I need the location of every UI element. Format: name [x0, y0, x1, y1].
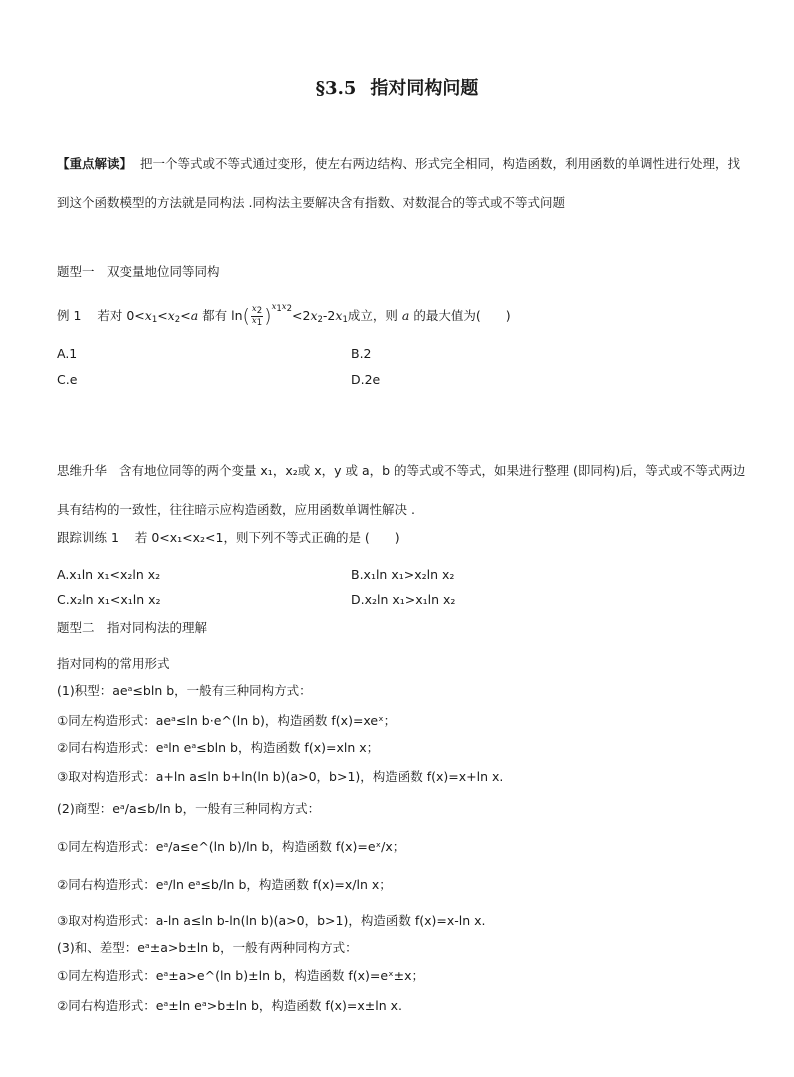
example1-stem-post: 成立，则: [347, 308, 398, 323]
example1-stem: 例 1 若对 $0<x_1<x_2<a$ 都有 ln( $\frac{x_2}{x_1}$ )$^{x_1x_2}<2x_2-2x_1$成立，则 a 的最大值为( ): [57, 302, 511, 328]
forms-line-8: ③取对构造形式：a-ln a≤ln b-ln(ln b)(a>0，b>1)，构造函数 f(x)=x-ln x.: [57, 913, 486, 928]
section-number: §3.5: [315, 78, 357, 99]
type2-heading: 题型二 指对同构法的理解: [57, 620, 208, 635]
training1-option-d: D.x₂ln x₁>x₁ln x₂: [351, 592, 456, 607]
thinking-label: 思维升华: [57, 463, 108, 478]
forms-line-4: ③取对构造形式：a+ln a≤ln b+ln(ln b)(a>0，b>1)，构造函数 f(x)=x+ln x.: [57, 769, 504, 784]
training1-option-a: A.x₁ln x₁<x₂ln x₂: [57, 567, 161, 582]
forms-line-7: ②同右构造形式：eᵃ/ln eᵃ≤b/ln b，构造函数 f(x)=x/ln x；: [57, 877, 392, 892]
page-title: [0, 78, 794, 100]
intro-paragraph: [57, 144, 747, 222]
example1-option-a: A.1: [57, 346, 78, 361]
training1-stem: [57, 530, 400, 545]
training1-label: 跟踪训练 1: [57, 530, 119, 545]
type1-heading: 题型一 双变量地位同等同构: [57, 264, 220, 279]
example1-label: 例 1: [57, 308, 82, 323]
example1-option-b: B.2: [351, 346, 372, 361]
forms-line-1: (1)积型：aeᵃ≤bln b，一般有三种同构方式：: [57, 683, 312, 698]
forms-line-5: (2)商型：eᵃ/a≤b/ln b，一般有三种同构方式：: [57, 801, 321, 816]
thinking-paragraph: [57, 451, 747, 529]
forms-heading: 指对同构的常用形式: [57, 656, 170, 671]
thinking-text: 含有地位同等的两个变量 x₁，x₂或 x，y 或 a，b 的等式或不等式，如果进行整理 (即同构)后，等式或不等式两边具有结构的一致性，往往暗示应构造函数，应用函数单调性解决 .: [57, 463, 746, 517]
intro-tag: 【重点解读】: [57, 156, 133, 171]
example1-stem-end: 的最大值为( ): [413, 308, 511, 323]
title-text: 指对同构问题: [370, 78, 479, 99]
forms-line-3: ②同右构造形式：eᵃln eᵃ≤bln b，构造函数 f(x)=xln x；: [57, 740, 380, 755]
intro-text: 把一个等式或不等式通过变形，使左右两边结构、形式完全相同，构造函数，利用函数的单调性进行处理，找到这个函数模型的方法就是同构法 .同构法主要解决含有指数、对数混合的等式或不等式问题: [57, 156, 740, 210]
example1-stem-pre: 若对 0<: [97, 308, 145, 323]
training1-option-b: B.x₁ln x₁>x₂ln x₂: [351, 567, 455, 582]
forms-line-6: ①同左构造形式：eᵃ/a≤e^(ln b)/ln b，构造函数 f(x)=eˣ/x；: [57, 839, 406, 854]
training1-stem-text: 若 0<x₁<x₂<1，则下列不等式正确的是 ( ): [134, 530, 400, 545]
forms-line-10: ①同左构造形式：eᵃ±a>e^(ln b)±ln b，构造函数 f(x)=eˣ±x；: [57, 968, 425, 983]
forms-line-11: ②同右构造形式：eᵃ±ln eᵃ>b±ln b，构造函数 f(x)=x±ln x.: [57, 998, 403, 1013]
example1-option-c: C.e: [57, 372, 78, 387]
forms-line-9: (3)和、差型：eᵃ±a>b±ln b，一般有两种同构方式：: [57, 940, 358, 955]
example1-stem-mid: 都有 ln: [202, 308, 243, 323]
training1-option-c: C.x₂ln x₁<x₁ln x₂: [57, 592, 161, 607]
example1-option-d: D.2e: [351, 372, 381, 387]
fraction-x2-over-x1: $\frac{x_2}{x_1}$: [251, 304, 263, 328]
forms-line-2: ①同左构造形式：aeᵃ≤ln b·e^(ln b)，构造函数 f(x)=xeˣ；: [57, 713, 397, 728]
